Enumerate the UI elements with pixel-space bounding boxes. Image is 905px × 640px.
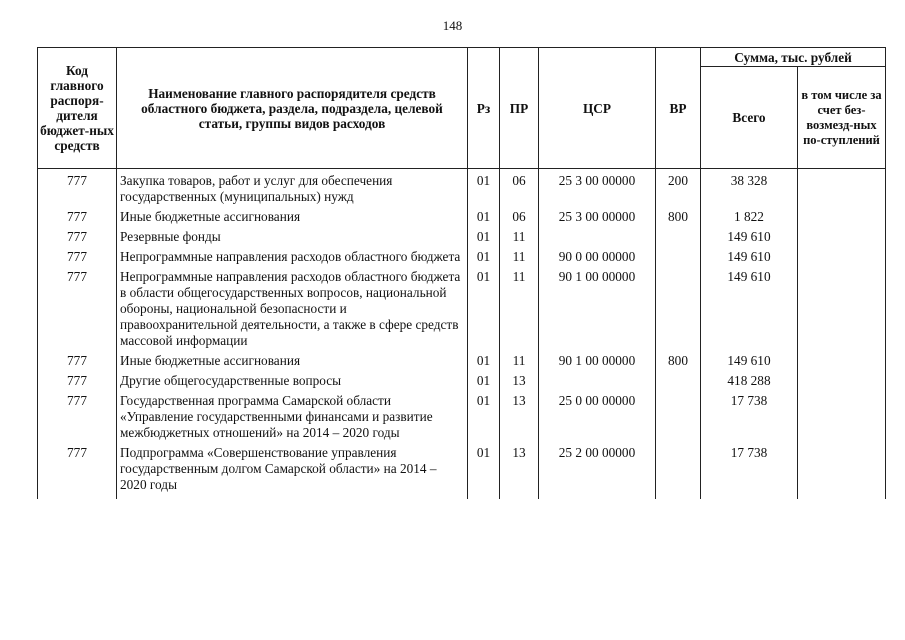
cell-vr: [656, 247, 701, 267]
cell-code: 777: [38, 443, 117, 499]
cell-vr: [656, 267, 701, 351]
table-row: [38, 227, 886, 247]
cell-rz: 01: [468, 267, 500, 351]
cell-csr: 25 0 00 00000: [539, 391, 656, 443]
header-csr: ЦСР: [539, 48, 656, 169]
cell-csr: [539, 227, 656, 247]
header-total: Всего: [701, 67, 798, 169]
cell-vr: [656, 391, 701, 443]
cell-vr: [656, 227, 701, 247]
cell-pr: 11: [500, 267, 539, 351]
header-sum: Сумма, тыс. рублей: [701, 48, 886, 67]
cell-name: Непрограммные направления расходов областного бюджета в области общегосударственных вопросов, национальной обороны, национальной безопасности и правоохранительной деятельности, а также в сфере средств массовой информации: [117, 267, 468, 351]
header-code: Код главного распоря-дителя бюджет-ных средств: [38, 48, 117, 169]
cell-total: 149 610: [701, 247, 798, 267]
cell-total: 17 738: [701, 391, 798, 443]
cell-rz: 01: [468, 443, 500, 499]
cell-grant: [798, 391, 886, 443]
cell-name: Подпрограмма «Совершенствование управления государственным долгом Самарской области» на 2014 – 2020 годы: [117, 443, 468, 499]
cell-name: Государственная программа Самарской области «Управление государственными финансами и развитие межбюджетных отношений» на 2014 – 2020 годы: [117, 391, 468, 443]
cell-code: 777: [38, 207, 117, 227]
cell-name: Иные бюджетные ассигнования: [117, 351, 468, 371]
table-row: [38, 247, 886, 267]
cell-total: 418 288: [701, 371, 798, 391]
cell-rz: 01: [468, 371, 500, 391]
cell-csr: 25 3 00 00000: [539, 207, 656, 227]
cell-name: Закупка товаров, работ и услуг для обеспечения государственных (муниципальных) нужд: [117, 169, 468, 208]
cell-pr: 13: [500, 443, 539, 499]
cell-vr: 800: [656, 351, 701, 371]
cell-total: 149 610: [701, 351, 798, 371]
cell-rz: 01: [468, 207, 500, 227]
cell-pr: 13: [500, 371, 539, 391]
header-vr: ВР: [656, 48, 701, 169]
cell-pr: 11: [500, 227, 539, 247]
header-rz: Рз: [468, 48, 500, 169]
cell-name: Непрограммные направления расходов областного бюджета: [117, 247, 468, 267]
cell-grant: [798, 371, 886, 391]
cell-vr: 200: [656, 169, 701, 208]
cell-rz: 01: [468, 391, 500, 443]
cell-code: 777: [38, 227, 117, 247]
cell-grant: [798, 169, 886, 208]
header-name: Наименование главного распорядителя средств областного бюджета, раздела, подраздела, целевой статьи, группы видов расходов: [117, 48, 468, 169]
header-grant: в том числе за счет без-возмезд-ных по-ступлений: [798, 67, 886, 169]
cell-csr: 90 1 00 00000: [539, 267, 656, 351]
cell-pr: 06: [500, 169, 539, 208]
cell-total: 1 822: [701, 207, 798, 227]
cell-pr: 11: [500, 247, 539, 267]
cell-code: 777: [38, 371, 117, 391]
cell-pr: 06: [500, 207, 539, 227]
cell-vr: 800: [656, 207, 701, 227]
table-header: [38, 48, 886, 169]
cell-csr: 90 1 00 00000: [539, 351, 656, 371]
cell-vr: [656, 371, 701, 391]
cell-code: 777: [38, 169, 117, 208]
cell-pr: 11: [500, 351, 539, 371]
cell-pr: 13: [500, 391, 539, 443]
header-pr: ПР: [500, 48, 539, 169]
cell-csr: 25 3 00 00000: [539, 169, 656, 208]
table-row: [38, 351, 886, 371]
cell-csr: 90 0 00 00000: [539, 247, 656, 267]
cell-name: Другие общегосударственные вопросы: [117, 371, 468, 391]
table-row: [38, 207, 886, 227]
cell-name: Резервные фонды: [117, 227, 468, 247]
table-row: [38, 391, 886, 443]
cell-total: 38 328: [701, 169, 798, 208]
cell-rz: 01: [468, 169, 500, 208]
cell-code: 777: [38, 267, 117, 351]
cell-grant: [798, 207, 886, 227]
cell-csr: 25 2 00 00000: [539, 443, 656, 499]
table-row: [38, 267, 886, 351]
cell-name: Иные бюджетные ассигнования: [117, 207, 468, 227]
cell-csr: [539, 371, 656, 391]
cell-code: 777: [38, 351, 117, 371]
cell-grant: [798, 227, 886, 247]
cell-code: 777: [38, 247, 117, 267]
cell-rz: 01: [468, 247, 500, 267]
budget-table: [37, 47, 886, 499]
table-row: [38, 443, 886, 499]
cell-grant: [798, 247, 886, 267]
cell-grant: [798, 267, 886, 351]
cell-total: 149 610: [701, 227, 798, 247]
cell-rz: 01: [468, 227, 500, 247]
cell-grant: [798, 443, 886, 499]
cell-vr: [656, 443, 701, 499]
cell-rz: 01: [468, 351, 500, 371]
cell-grant: [798, 351, 886, 371]
table-row: [38, 371, 886, 391]
page-number: 148: [442, 18, 463, 33]
cell-total: 17 738: [701, 443, 798, 499]
cell-total: 149 610: [701, 267, 798, 351]
table-row: [38, 169, 886, 208]
table-body: [38, 169, 886, 500]
cell-code: 777: [38, 391, 117, 443]
